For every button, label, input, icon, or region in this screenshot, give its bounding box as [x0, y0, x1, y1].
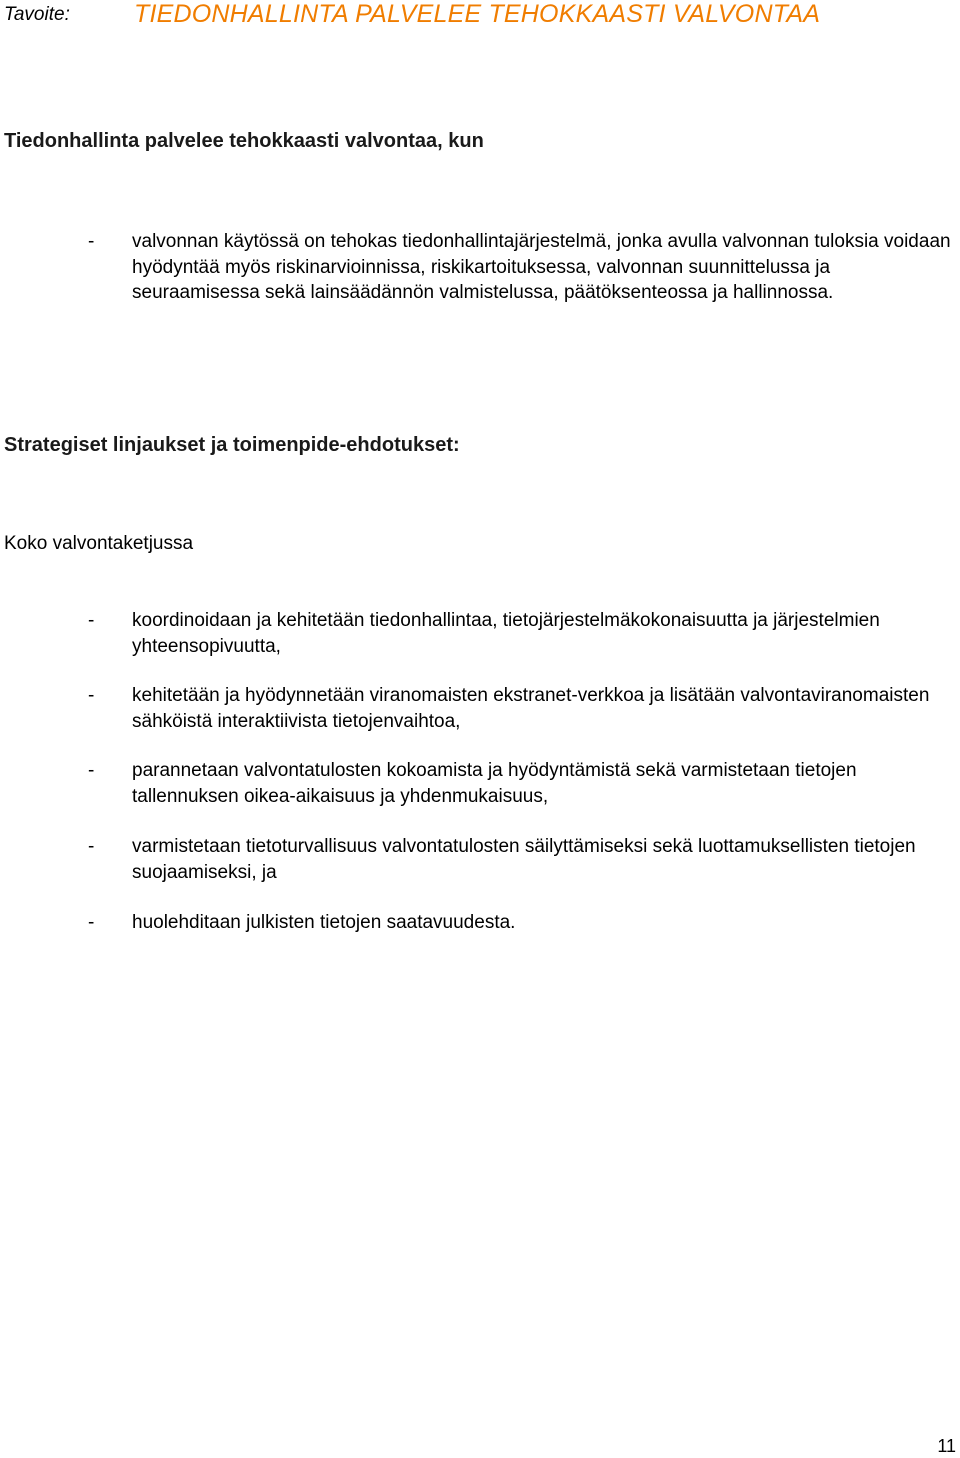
list-dash: - — [88, 912, 95, 933]
goal-title: TIEDONHALLINTA PALVELEE TEHOKKAASTI VALVONTAA — [134, 0, 821, 28]
list-item-text: huolehditaan julkisten tietojen saatavuudesta. — [132, 912, 516, 933]
list-dash: - — [88, 610, 95, 631]
strategy-list-item — [88, 910, 960, 936]
strategy-list-item — [88, 683, 960, 734]
page-number: 11 — [937, 1436, 956, 1456]
chain-label: Koko valvontaketjussa — [4, 533, 194, 554]
strategy-heading: Strategiset linjaukset ja toimenpide-ehdotukset: — [4, 434, 460, 456]
strategy-list-item — [88, 758, 960, 809]
intro-list-item — [88, 229, 960, 306]
list-dash: - — [88, 685, 95, 706]
list-item-text: varmistetaan tietoturvallisuus valvontatulosten säilyttämiseksi sekä luottamuksellisten tietojen suojaamiseksi, ja — [132, 836, 916, 883]
strategy-list-item — [88, 834, 960, 885]
list-item-text: kehitetään ja hyödynnetään viranomaisten ekstranet-verkkoa ja lisätään valvontaviranomaisten sähköistä interaktiivista tietojenvaihtoa, — [132, 685, 930, 732]
list-dash: - — [88, 760, 95, 781]
goal-label: Tavoite: — [4, 4, 70, 25]
list-item-text: parannetaan valvontatulosten kokoamista ja hyödyntämistä sekä varmistetaan tietojen tallennuksen oikea-aikaisuus ja yhdenmukaisuus, — [132, 760, 857, 807]
list-dash: - — [88, 836, 95, 857]
list-item-text: koordinoidaan ja kehitetään tiedonhallintaa, tietojärjestelmäkokonaisuutta ja järjestelmien yhteensopivuutta, — [132, 610, 880, 657]
intro-heading: Tiedonhallinta palvelee tehokkaasti valvontaa, kun — [4, 130, 484, 152]
list-dash: - — [88, 231, 95, 252]
goal-header — [4, 0, 960, 30]
strategy-list-item — [88, 608, 960, 659]
list-item-text: valvonnan käytössä on tehokas tiedonhallintajärjestelmä, jonka avulla valvonnan tuloksia voidaan hyödyntää myös riskinarvioinnissa, riskikartoituksessa, valvonnan suunnittelussa ja seuraamisessa sekä lainsäädännön valmistelussa, päätöksenteossa ja hallinnossa. — [132, 231, 951, 303]
